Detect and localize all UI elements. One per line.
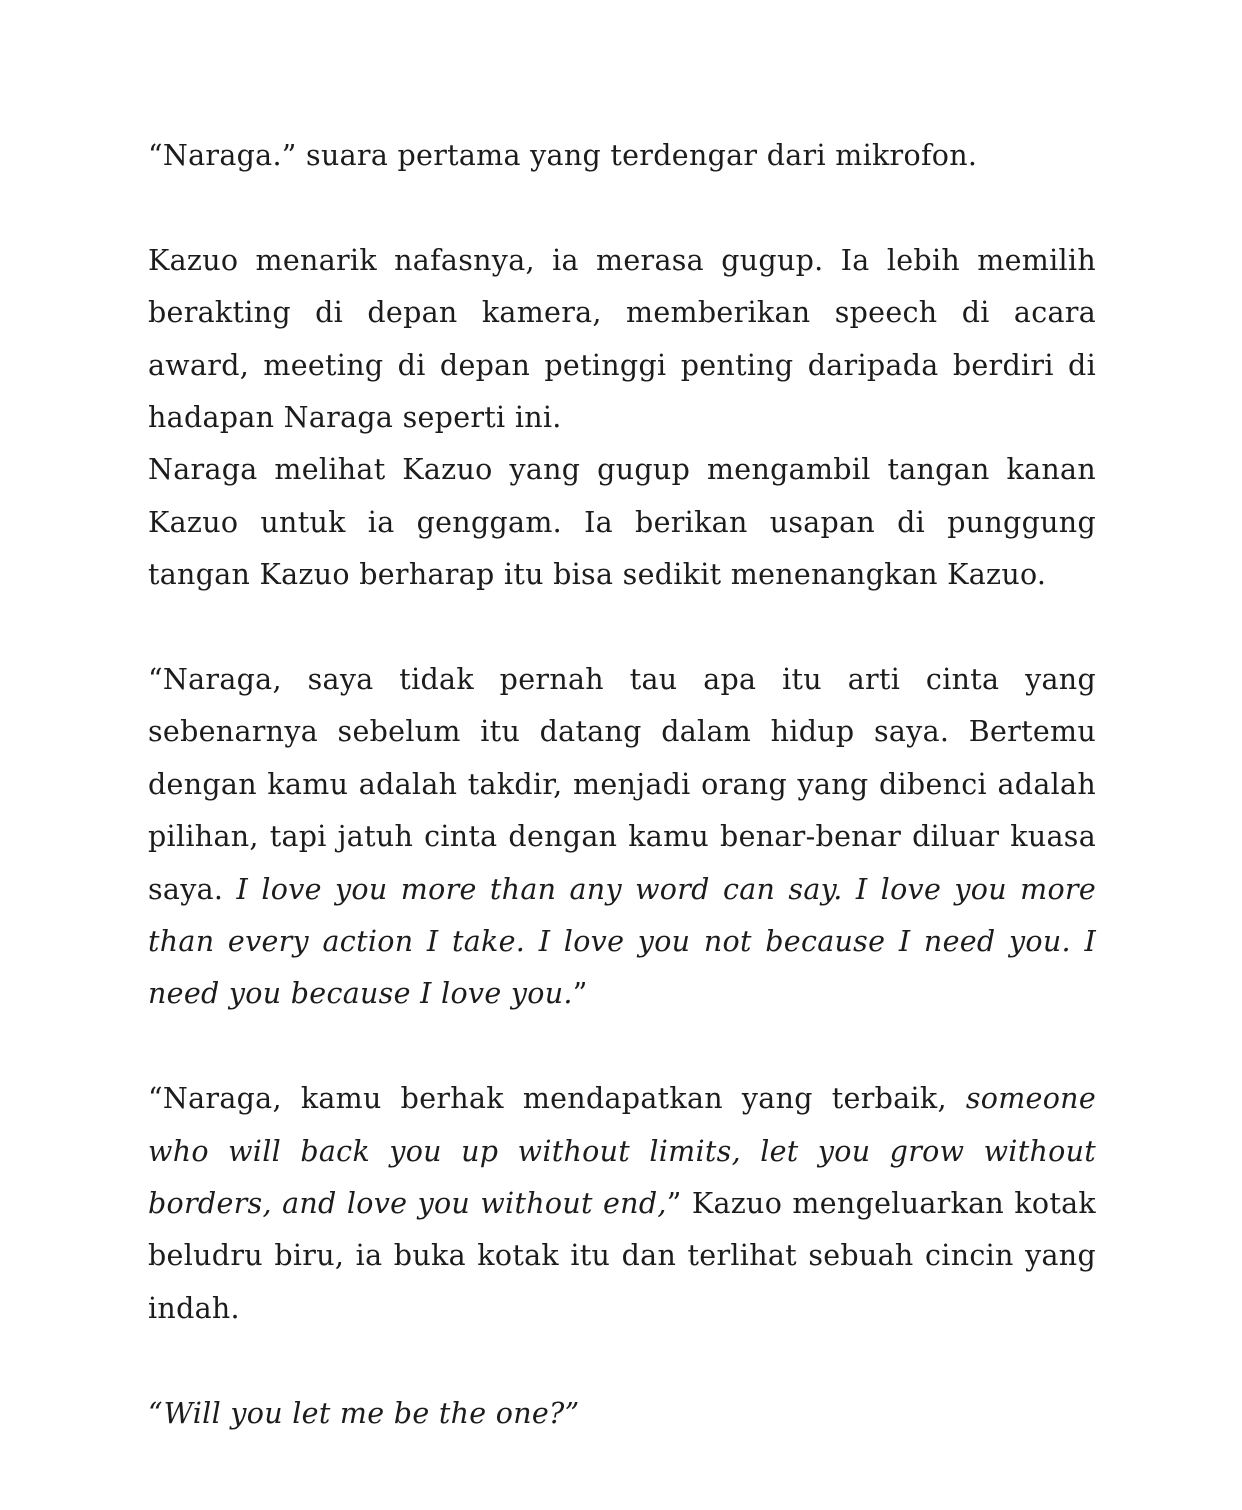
- paragraph-4-italic: I love you more than any word can say. I love you more than every action I take. I love you not because I need you. I need you because I love you.: [148, 872, 1096, 1011]
- paragraph-4: [148, 654, 1096, 1021]
- story-text: [148, 130, 1096, 1440]
- paragraph-2: Kazuo menarik nafasnya, ia merasa gugup. Ia lebih memilih berakting di depan kamera, memberikan speech di acara award, meeting di depan petinggi penting daripada berdiri di hadapan Naraga seperti ini.: [148, 243, 1096, 435]
- paragraph-1: “Naraga.” suara pertama yang terdengar dari mikrofon.: [148, 139, 978, 172]
- paragraph-5-italic: someone who will back you up without limits, let you grow without borders, and love you without end,: [148, 1082, 1096, 1221]
- paragraph-5: [148, 1073, 1096, 1335]
- paragraph-5-end: ” Kazuo mengeluarkan kotak beludru biru, ia buka kotak itu dan terlihat sebuah cincin yang indah.: [148, 1187, 1096, 1325]
- paragraph-6-italic: “Will you let me be the one?”: [148, 1396, 580, 1430]
- paragraph-4-text: “Naraga, saya tidak pernah tau apa itu arti cinta yang sebenarnya sebelum itu datang dalam hidup saya. Bertemu dengan kamu adalah takdir, menjadi orang yang dibenci adalah pilihan, tapi jatuh cinta dengan kamu benar-benar diluar kuasa saya.: [148, 663, 1096, 906]
- paragraph-4-end: ”: [572, 977, 588, 1011]
- paragraph-5-text: “Naraga, kamu berhak mendapatkan yang terbaik,: [148, 1082, 966, 1116]
- paragraph-3: Naraga melihat Kazuo yang gugup mengambil tangan kanan Kazuo untuk ia genggam. Ia berikan usapan di punggung tangan Kazuo berharap itu bisa sedikit menenangkan Kazuo.: [148, 453, 1096, 592]
- paragraph-6: [148, 1388, 1096, 1440]
